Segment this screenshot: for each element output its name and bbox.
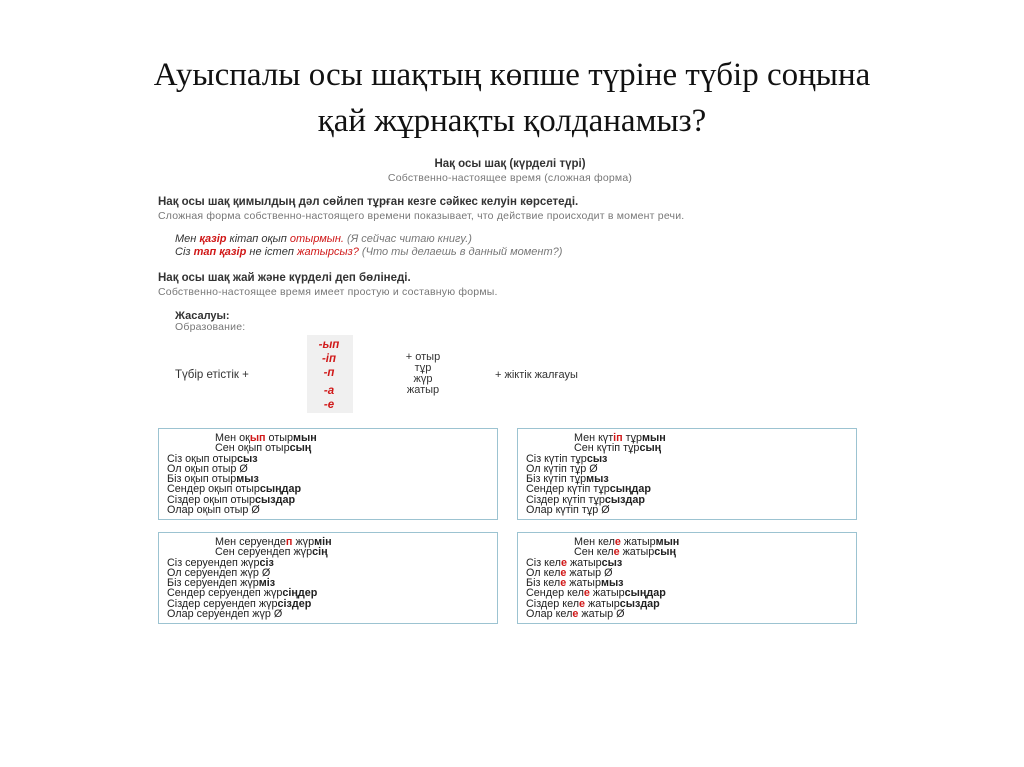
conjugation-segment: е [560, 566, 567, 579]
conjugation-segment: Біз серуендеп жүр [167, 577, 259, 590]
conjugation-segment: сыңдар [609, 483, 651, 496]
example-1 [175, 233, 472, 245]
conjugation-segment: Олар оқып отыр Ø [167, 504, 260, 517]
conjugation-segment: жатыр [566, 556, 602, 569]
conjugation-segment: ып [249, 432, 266, 444]
conjugation-segment: жатыр Ø [566, 566, 613, 579]
conjugation-segment: сың [639, 442, 662, 455]
conjugation-box-oku [158, 428, 498, 520]
conjugation-segment: е [572, 608, 579, 621]
conjugation-segment: Мен күт [574, 432, 614, 444]
example-1-middle: кітап оқып [226, 233, 290, 245]
conjugation-segment: сың [654, 546, 677, 559]
conjugation-segment: Ол оқып отыр Ø [167, 462, 248, 475]
conjugation-segment: Ол серуендеп жүр Ø [167, 566, 271, 579]
conjugation-segment: Біз күтіп тұр [526, 473, 587, 486]
conjugation-line [167, 505, 489, 515]
conjugation-segment: Сіздер оқып отыр [167, 493, 256, 506]
conjugation-segment: Олар кел [526, 608, 573, 621]
conjugation-segment: сыздар [604, 493, 645, 506]
conjugation-segment: Сендер кел [526, 587, 584, 600]
conjugation-segment: мыз [586, 473, 609, 486]
conjugation-segment: сыз [586, 452, 608, 465]
example-2-translation: (Что ты делаешь в данный момент?) [358, 246, 563, 258]
example-2-start: Сіз [175, 246, 194, 258]
conjugation-segment: сіңдер [282, 587, 318, 600]
conjugation-segment: сыңдар [624, 587, 666, 600]
title-line-1: Ауыспалы осы шақтың көпше түріне түбір соңына [153, 57, 871, 93]
conjugation-segment: е [613, 546, 620, 559]
affix-p: -п [323, 367, 335, 379]
conjugation-segment: жатыр Ø [578, 608, 625, 621]
conjugation-segment: п [285, 536, 293, 548]
conjugation-line [526, 505, 848, 515]
definition-kz: Нақ осы шақ қимылдың дәл сөйлеп тұрған кезге сәйкес келуін көрсетеді. [158, 196, 579, 208]
conjugation-segment: жатыр [589, 587, 625, 600]
aux-jatyr: жатыр [406, 384, 440, 396]
conjugation-segment: сіз [259, 556, 274, 569]
conjugation-segment: іп [613, 432, 623, 444]
example-1-highlight: қазір [199, 233, 227, 245]
personal-ending-label: + жіктік жалғауы [495, 369, 578, 381]
conjugation-segment: Сендер серуендеп жүр [167, 587, 283, 600]
conjugation-segment: Сіздер серуендеп жүр [167, 597, 278, 610]
conjugation-segment: Ол кел [526, 566, 561, 579]
conjugation-segment: Мен серуенде [215, 536, 286, 548]
conjugation-box-seruendeu [158, 532, 498, 624]
example-1-translation: (Я сейчас читаю книгу.) [343, 233, 472, 245]
conjugation-segment: Олар серуендеп жүр Ø [167, 608, 283, 621]
conjugation-segment: Сендер оқып отыр [167, 483, 260, 496]
example-1-verb: отырмын. [289, 233, 344, 245]
conjugation-segment: сыздар [255, 493, 296, 506]
conjugation-segment: Сен күтіп тұр [574, 442, 640, 455]
conjugation-segment: Біз оқып отыр [167, 473, 237, 486]
conjugation-segment: Сіз оқып отыр [167, 452, 237, 465]
conjugation-segment: мыз [236, 473, 259, 486]
conjugation-segment: жатыр [620, 536, 656, 548]
affix-ip: -іп [321, 353, 337, 365]
grammar-figure [155, 152, 865, 642]
conjugation-segment: жүр [292, 536, 315, 548]
example-1-start: Мен [175, 233, 200, 245]
division-ru: Собственно-настоящее время имеет простую и составную формы. [158, 286, 498, 298]
conjugation-segment: сіздер [277, 597, 312, 610]
slide-title [40, 52, 984, 144]
conjugation-segment: Сіз күтіп тұр [526, 452, 587, 465]
affix-yp: -ып [318, 339, 340, 351]
title-line-2: қай жұрнақты қолданамыз? [317, 103, 707, 139]
conjugation-segment: сыз [601, 556, 623, 569]
conjugation-segment: Сіз кел [526, 556, 561, 569]
aux-jur: жүр [413, 373, 433, 385]
conjugation-segment: Сен оқып отыр [215, 442, 290, 455]
root-verb-label: Түбір етістік + [175, 369, 249, 381]
conjugation-segment: е [560, 556, 567, 569]
aux-otyr: + отыр [405, 351, 441, 363]
conjugation-segment: жатыр [619, 546, 655, 559]
conjugation-segment: сыңдар [259, 483, 302, 496]
conjugation-segment: Сіздер күтіп тұр [526, 493, 605, 506]
formation-ru: Образование: [175, 321, 246, 333]
aux-tur: тұр [414, 362, 432, 374]
division-kz: Нақ осы шақ жай және күрделі деп бөлінеді. [158, 272, 411, 284]
conjugation-segment: сыз [236, 452, 258, 465]
conjugation-segment: жатыр [566, 577, 601, 590]
conjugation-box-kelu [517, 532, 857, 624]
conjugation-segment: мін [314, 536, 332, 548]
conjugation-segment: отыр [265, 432, 294, 444]
conjugation-segment: Мен кел [574, 536, 615, 548]
conjugation-segment: жатыр [585, 597, 620, 610]
conjugation-segment: мын [655, 536, 680, 548]
conjugation-segment: Олар күтіп тұр Ø [526, 504, 610, 517]
example-2-highlight: тап қазір [193, 246, 247, 258]
example-2-verb: жатырсыз? [296, 246, 359, 258]
figure-title: Нақ осы шақ (күрделі түрі) [434, 158, 586, 170]
conjugation-segment: сің [312, 546, 328, 559]
conjugation-segment: сың [289, 442, 312, 455]
conjugation-segment: мыз [600, 577, 624, 590]
definition-ru: Сложная форма собственно-настоящего времени показывает, что действие происходит в момент речи. [158, 210, 685, 222]
conjugation-segment: Сіз серуендеп жүр [167, 556, 260, 569]
conjugation-segment: мын [642, 432, 666, 444]
figure-subtitle: Собственно-настоящее время (сложная форма) [387, 172, 633, 184]
conjugation-segment: Мен оқ [215, 432, 250, 444]
affix-e: -е [323, 399, 335, 411]
conjugation-segment: міз [258, 577, 276, 590]
conjugation-line [167, 609, 489, 619]
conjugation-segment: е [579, 597, 586, 610]
conjugation-segment: Біз кел [526, 577, 561, 590]
conjugation-segment: Сіздер кел [526, 597, 580, 610]
conjugation-segment: тұр [622, 432, 643, 444]
conjugation-segment: е [560, 577, 567, 590]
conjugation-segment: е [583, 587, 590, 600]
conjugation-segment: Сен кел [574, 546, 614, 559]
conjugation-segment: Сен серуендеп жүр [215, 546, 313, 559]
example-2 [175, 246, 562, 258]
conjugation-segment: Ол күтіп тұр Ø [526, 462, 598, 475]
formation-kz: Жасалуы: [175, 310, 230, 322]
conjugation-segment: е [614, 536, 621, 548]
conjugation-segment: Сендер күтіп тұр [526, 483, 610, 496]
conjugation-segment: мын [293, 432, 317, 444]
affix-a: -а [323, 385, 335, 397]
conjugation-line [526, 609, 848, 619]
conjugation-box-kutu [517, 428, 857, 520]
example-2-middle: не істеп [246, 246, 297, 258]
conjugation-segment: сыздар [619, 597, 660, 610]
